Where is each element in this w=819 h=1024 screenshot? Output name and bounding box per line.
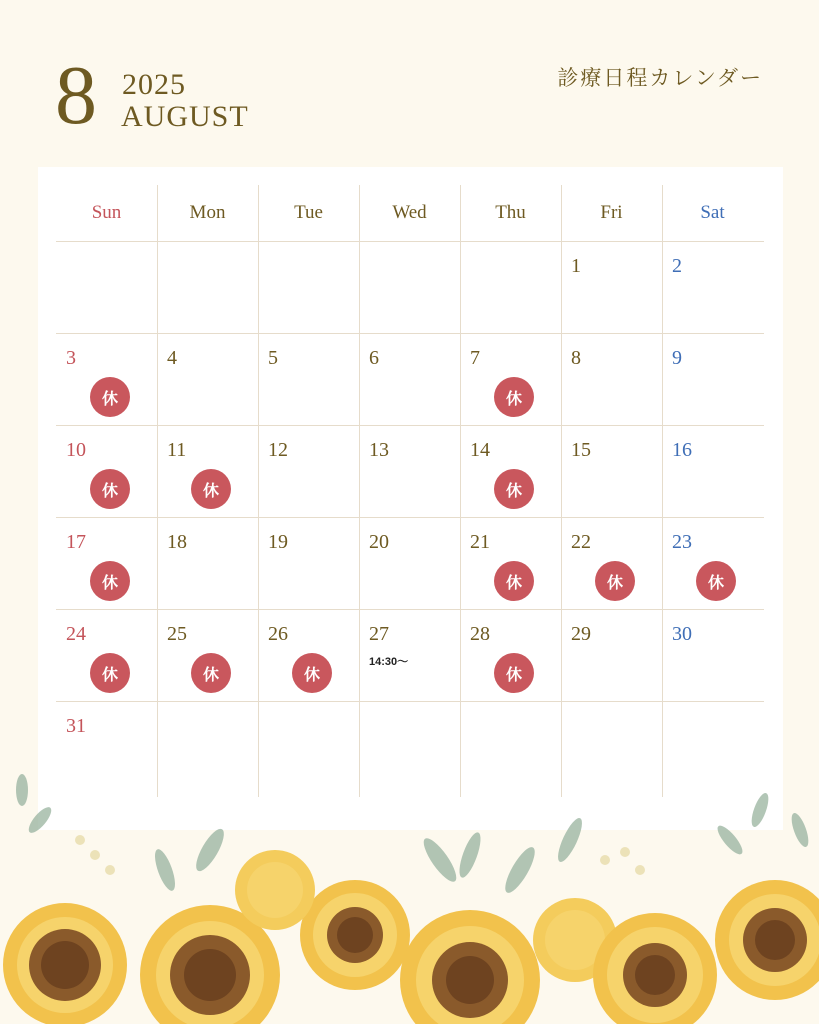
day-cell xyxy=(359,609,460,701)
day-cell xyxy=(662,517,763,609)
day-number: 23 xyxy=(672,531,692,553)
day-cell xyxy=(662,241,763,333)
weekday-header-fri: Fri xyxy=(600,202,623,223)
day-number: 2 xyxy=(672,255,682,277)
day-number: 21 xyxy=(470,531,490,553)
day-cell xyxy=(56,425,157,517)
day-note: 14:30〜 xyxy=(369,656,409,668)
closed-badge: 休 xyxy=(494,561,534,601)
day-number: 7 xyxy=(470,347,480,369)
day-number: 17 xyxy=(66,531,86,553)
day-number: 26 xyxy=(268,623,288,645)
day-cell xyxy=(561,333,662,425)
weekday-header-mon: Mon xyxy=(189,202,226,223)
day-number: 1 xyxy=(571,255,581,277)
day-cell xyxy=(460,425,561,517)
grid-row-divider xyxy=(56,701,764,702)
day-cell xyxy=(460,333,561,425)
day-cell xyxy=(662,333,763,425)
month-number: 8 xyxy=(55,49,97,142)
day-cell xyxy=(258,609,359,701)
day-number: 27 xyxy=(369,623,389,645)
day-cell xyxy=(157,517,258,609)
weekday-header-sun: Sun xyxy=(91,202,122,223)
weekday-header-tue: Tue xyxy=(294,202,323,223)
day-number: 10 xyxy=(66,439,86,461)
day-number: 20 xyxy=(369,531,389,553)
day-cell xyxy=(258,333,359,425)
day-number: 15 xyxy=(571,439,591,461)
day-number: 29 xyxy=(571,623,591,645)
day-number: 14 xyxy=(470,439,490,461)
day-cell xyxy=(56,609,157,701)
day-number: 11 xyxy=(167,439,187,461)
day-number: 24 xyxy=(66,623,86,645)
closed-badge: 休 xyxy=(494,469,534,509)
closed-badge: 休 xyxy=(90,377,130,417)
day-number: 22 xyxy=(571,531,591,553)
closed-badge: 休 xyxy=(90,561,130,601)
day-number: 8 xyxy=(571,347,581,369)
weekday-header-thu: Thu xyxy=(495,202,526,223)
day-number: 12 xyxy=(268,439,288,461)
day-cell xyxy=(359,333,460,425)
day-number: 5 xyxy=(268,347,278,369)
day-number: 28 xyxy=(470,623,490,645)
calendar-card xyxy=(38,167,783,830)
day-number: 3 xyxy=(66,347,76,369)
day-cell xyxy=(56,333,157,425)
closed-badge: 休 xyxy=(191,469,231,509)
day-cell xyxy=(258,425,359,517)
day-cell xyxy=(561,517,662,609)
day-cell xyxy=(561,425,662,517)
closed-badge: 休 xyxy=(191,653,231,693)
day-number: 6 xyxy=(369,347,379,369)
closed-badge: 休 xyxy=(696,561,736,601)
day-cell xyxy=(258,517,359,609)
day-number: 4 xyxy=(167,347,177,369)
day-cell xyxy=(157,609,258,701)
day-number: 16 xyxy=(672,439,692,461)
day-number: 31 xyxy=(66,715,86,737)
day-cell xyxy=(662,609,763,701)
closed-badge: 休 xyxy=(494,377,534,417)
calendar-grid xyxy=(56,185,764,797)
weekday-header-wed: Wed xyxy=(392,202,427,223)
closed-badge: 休 xyxy=(90,653,130,693)
day-cell xyxy=(460,517,561,609)
day-number: 19 xyxy=(268,531,288,553)
closed-badge: 休 xyxy=(595,561,635,601)
day-number: 18 xyxy=(167,531,187,553)
sunflower-border-icon xyxy=(0,760,819,1024)
calendar-title: 診療日程カレンダー xyxy=(557,66,763,90)
day-number: 25 xyxy=(167,623,187,645)
month-name: AUGUST xyxy=(121,100,249,133)
day-cell xyxy=(157,425,258,517)
year-label: 2025 xyxy=(122,68,186,101)
day-cell xyxy=(460,609,561,701)
day-cell xyxy=(561,241,662,333)
closed-badge: 休 xyxy=(494,653,534,693)
day-cell xyxy=(157,333,258,425)
day-cell xyxy=(662,425,763,517)
closed-badge: 休 xyxy=(292,653,332,693)
day-cell xyxy=(561,609,662,701)
day-number: 9 xyxy=(672,347,682,369)
day-number: 30 xyxy=(672,623,692,645)
day-cell xyxy=(359,425,460,517)
day-number: 13 xyxy=(369,439,389,461)
closed-badge: 休 xyxy=(90,469,130,509)
weekday-header-sat: Sat xyxy=(700,202,725,223)
day-cell xyxy=(359,517,460,609)
day-cell xyxy=(56,517,157,609)
